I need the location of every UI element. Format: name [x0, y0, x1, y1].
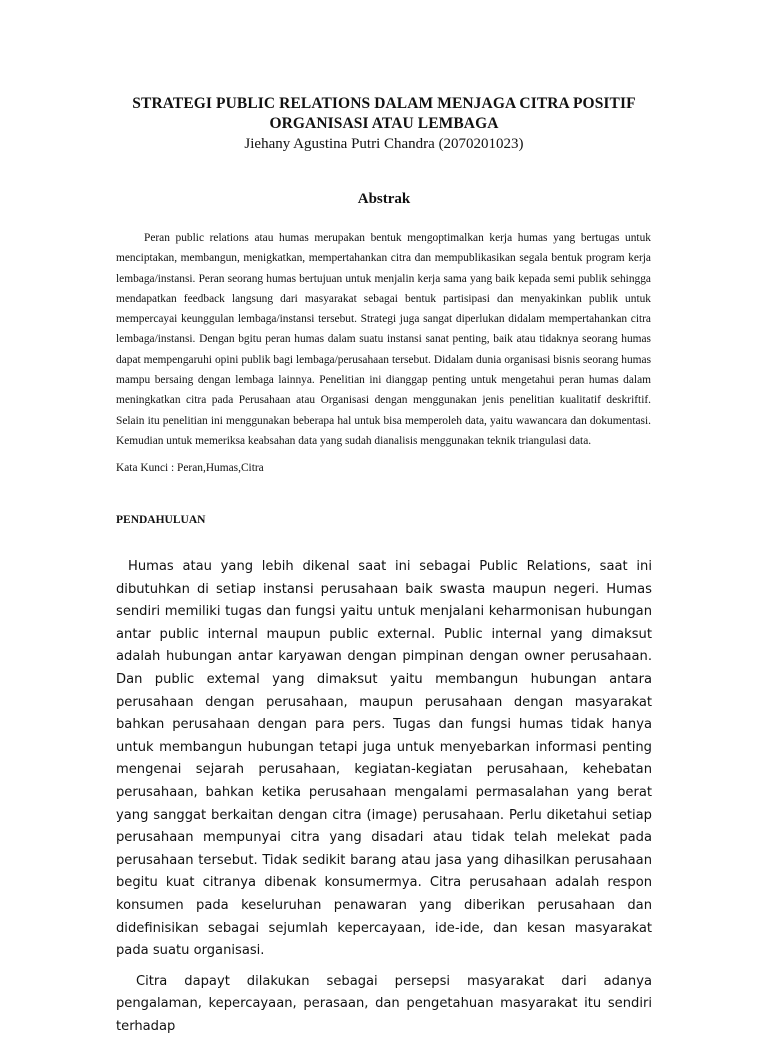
document-title-line-2: ORGANISASI ATAU LEMBAGA — [269, 115, 499, 132]
intro-paragraph-1: Humas atau yang lebih dikenal saat ini sebagai Public Relations, saat ini dibutuhkan di setiap instansi perusahaan baik swasta maupun negeri. Humas sendiri memiliki tugas dan fungsi yaitu untuk menjalani keharmonisan hubungan antar public internal maupun public external. Public internal yang dimaksut adalah hubungan antar karyawan dengan pimpinan dengan owner perusahaan. Dan public extemal yang dimaksut yaitu membangun hubungan antara perusahaan dengan perusahaan, maupun perusahaan dengan masyarakat bahkan perusahaan dengan para pers. Tugas dan fungsi humas tidak hanya untuk membangun hubungan tetapi juga untuk menyebarkan informasi penting mengenai sejarah perusahaan, kegiatan-kegiatan perusahaan, kehebatan perusahaan, bahkan ketika perusahaan mengalami permasalahan yang berat yang sanggat berkaitan dengan citra (image) perusahaan. Perlu diketahui setiap perusahaan mempunyai citra yang disadari atau tidak telah melekat pada perusahaan tersebut. Tidak sedikit barang atau jasa yang dihasilkan perusahaan begitu kuat citranya dibenak konsumermya. Citra perusahaan adalah respon konsumen pada keseluruhan penawaran yang diberikan perusahaan dan didefinisikan sebagai sejumlah kepercayaan, ide-ide, dan kesan masyarakat pada suatu organisasi. — [116, 559, 652, 959]
keywords-line: Kata Kunci : Peran,Humas,Citra — [116, 462, 264, 474]
section-heading-pendahuluan: PENDAHULUAN — [116, 514, 206, 526]
title-block — [0, 94, 768, 154]
introduction-body — [116, 556, 652, 1038]
intro-paragraph-2: Citra dapayt dilakukan sebagai persepsi masyarakat dari adanya pengalaman, kepercayaan, perasaan, dan pengetahuan masyarakat itu sendiri terhadap — [116, 973, 652, 1034]
document-title-line-1: STRATEGI PUBLIC RELATIONS DALAM MENJAGA CITRA POSITIF — [132, 95, 636, 112]
author-line: Jiehany Agustina Putri Chandra (2070201023) — [244, 136, 524, 152]
abstract-paragraph: Peran public relations atau humas merupakan bentuk mengoptimalkan kerja humas yang bertugas untuk menciptakan, membangun, menigkatkan, mempertahankan citra dan mempublikasikan segala bentuk program kerja lembaga/instansi. Peran seorang humas bertujuan untuk menjalin kerja sama yang baik kepada semi publik sehingga mendapatkan feedback langsung dari masyarakat sebagai bentuk partisipasi dan menyakinkan publik untuk mempercayai keunggulan lembaga/instansi tersebut. Strategi juga sangat diperlukan didalam mempertahankan citra lembaga/instansi. Dengan bgitu peran humas dalam suatu instansi sanat penting, baik atau tidaknya seorang humas dapat mempengaruhi opini publik bagi lembaga/perusahaan tersebut. Didalam dunia organisasi bisnis seorang humas mampu bersaing dengan lembaga lainnya. Penelitian ini dianggap penting untuk mengetahui peran humas dalam meningkatkan citra pada Perusahaan atau Organisasi dengan menggunakan jenis penelitian kualitatif deskriftif. Selain itu penelitian ini menggunakan beberapa hal untuk bisa memperoleh data, yaitu wawancara dan dokumentasi. Kemudian untuk memeriksa keabsahan data yang sudah dianalisis menggunakan teknik triangulasi data. — [116, 232, 651, 447]
abstract-heading: Abstrak — [357, 191, 411, 207]
